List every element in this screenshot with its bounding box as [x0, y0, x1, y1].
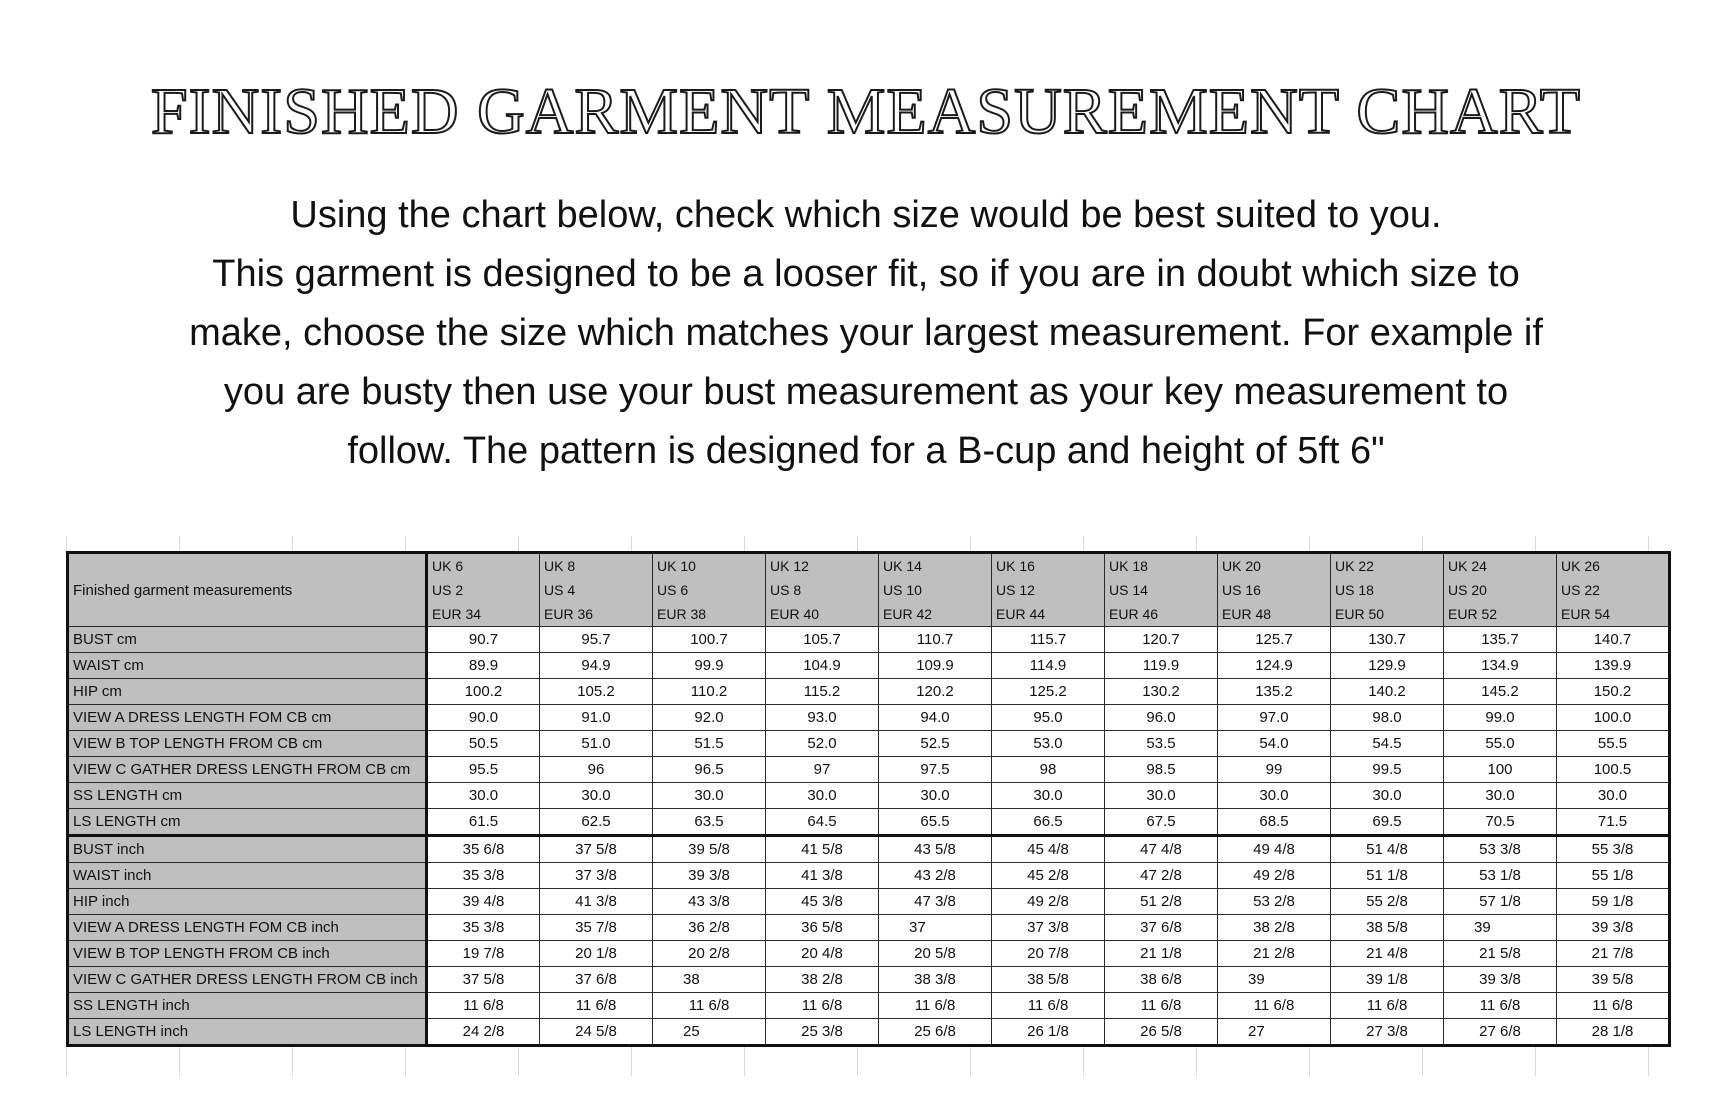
table-cell: 110.2 [653, 679, 766, 705]
spreadsheet-area [66, 536, 1671, 1076]
table-cell: 96.5 [653, 757, 766, 783]
row-label: BUST cm [68, 627, 427, 653]
row-label: VIEW B TOP LENGTH FROM CB cm [68, 731, 427, 757]
table-cell: 100 [1444, 757, 1557, 783]
size-us-label: US 16 [1222, 582, 1261, 598]
table-cell: 54.5 [1331, 731, 1444, 757]
table-row [68, 967, 1670, 993]
table-cell: 26 1/8 [992, 1019, 1105, 1046]
table-cell: 120.2 [879, 679, 992, 705]
table-row [68, 705, 1670, 731]
table-cell: 98.5 [1105, 757, 1218, 783]
measurement-rows [68, 627, 1670, 1046]
table-cell: 30.0 [1218, 783, 1331, 809]
table-cell: 11 6/8 [1105, 993, 1218, 1019]
table-cell: 27 6/8 [1444, 1019, 1557, 1046]
table-cell: 38 2/8 [1218, 915, 1331, 941]
size-header [540, 553, 653, 627]
table-cell: 53 1/8 [1444, 863, 1557, 889]
table-cell: 37 3/8 [540, 863, 653, 889]
table-cell: 53.0 [992, 731, 1105, 757]
table-cell: 35 6/8 [427, 836, 540, 863]
size-eur-label: EUR 46 [1109, 606, 1159, 622]
table-cell: 115.7 [992, 627, 1105, 653]
table-cell: 63.5 [653, 809, 766, 836]
table-cell: 53 2/8 [1218, 889, 1331, 915]
table-cell: 71.5 [1557, 809, 1670, 836]
size-us-label: US 8 [770, 582, 802, 598]
table-cell: 129.9 [1331, 653, 1444, 679]
table-cell: 53.5 [1105, 731, 1218, 757]
row-label: WAIST cm [68, 653, 427, 679]
size-header [1331, 553, 1444, 627]
table-cell: 119.9 [1105, 653, 1218, 679]
table-row [68, 863, 1670, 889]
size-uk-label: UK 16 [996, 558, 1035, 574]
size-uk-label: UK 8 [544, 558, 576, 574]
table-row [68, 993, 1670, 1019]
table-cell: 134.9 [1444, 653, 1557, 679]
table-cell: 65.5 [879, 809, 992, 836]
table-cell: 64.5 [766, 809, 879, 836]
table-cell: 91.0 [540, 705, 653, 731]
table-cell: 105.7 [766, 627, 879, 653]
table-cell: 30.0 [879, 783, 992, 809]
table-cell: 104.9 [766, 653, 879, 679]
table-cell: 11 6/8 [1218, 993, 1331, 1019]
table-cell: 130.7 [1331, 627, 1444, 653]
table-cell: 67.5 [1105, 809, 1218, 836]
table-cell: 51 4/8 [1331, 836, 1444, 863]
table-row [68, 757, 1670, 783]
table-cell: 97 [766, 757, 879, 783]
table-cell: 115.2 [766, 679, 879, 705]
table-cell: 24 2/8 [427, 1019, 540, 1046]
table-cell: 98.0 [1331, 705, 1444, 731]
table-cell: 99.5 [1331, 757, 1444, 783]
table-cell: 66.5 [992, 809, 1105, 836]
size-eur-label: EUR 48 [1222, 606, 1272, 622]
table-row [68, 783, 1670, 809]
table-cell: 62.5 [540, 809, 653, 836]
table-cell: 96 [540, 757, 653, 783]
table-cell: 28 1/8 [1557, 1019, 1670, 1046]
table-cell: 97.5 [879, 757, 992, 783]
table-cell: 36 2/8 [653, 915, 766, 941]
table-cell: 135.7 [1444, 627, 1557, 653]
table-cell: 37 6/8 [1105, 915, 1218, 941]
size-eur-label: EUR 50 [1335, 606, 1385, 622]
table-cell: 38 3/8 [879, 967, 992, 993]
table-cell: 99.9 [653, 653, 766, 679]
table-cell: 37 5/8 [540, 836, 653, 863]
size-uk-label: UK 12 [770, 558, 809, 574]
table-row [68, 627, 1670, 653]
table-cell: 41 3/8 [766, 863, 879, 889]
table-cell: 30.0 [1557, 783, 1670, 809]
table-cell: 140.2 [1331, 679, 1444, 705]
size-header [1444, 553, 1557, 627]
size-uk-label: UK 20 [1222, 558, 1261, 574]
table-cell: 30.0 [427, 783, 540, 809]
table-cell: 45 4/8 [992, 836, 1105, 863]
table-row [68, 915, 1670, 941]
table-cell: 25 [653, 1019, 766, 1046]
table-cell: 55.5 [1557, 731, 1670, 757]
size-uk-label: UK 22 [1335, 558, 1374, 574]
table-cell: 96.0 [1105, 705, 1218, 731]
row-label: BUST inch [68, 836, 427, 863]
table-cell: 49 2/8 [1218, 863, 1331, 889]
table-cell: 11 6/8 [766, 993, 879, 1019]
row-label: VIEW A DRESS LENGTH FOM CB cm [68, 705, 427, 731]
table-cell: 55.0 [1444, 731, 1557, 757]
table-cell: 92.0 [653, 705, 766, 731]
table-cell: 39 [1218, 967, 1331, 993]
table-cell: 130.2 [1105, 679, 1218, 705]
table-cell: 43 2/8 [879, 863, 992, 889]
size-header [427, 553, 540, 627]
table-cell: 49 2/8 [992, 889, 1105, 915]
table-row [68, 809, 1670, 836]
size-header [992, 553, 1105, 627]
table-cell: 27 [1218, 1019, 1331, 1046]
table-cell: 11 6/8 [653, 993, 766, 1019]
table-cell: 30.0 [766, 783, 879, 809]
row-label: HIP inch [68, 889, 427, 915]
table-cell: 25 3/8 [766, 1019, 879, 1046]
intro-paragraph [100, 186, 1632, 481]
table-row [68, 653, 1670, 679]
size-uk-label: UK 26 [1561, 558, 1600, 574]
table-cell: 68.5 [1218, 809, 1331, 836]
table-cell: 50.5 [427, 731, 540, 757]
row-label: LS LENGTH inch [68, 1019, 427, 1046]
table-row [68, 731, 1670, 757]
size-header [879, 553, 992, 627]
row-label: SS LENGTH inch [68, 993, 427, 1019]
table-cell: 47 4/8 [1105, 836, 1218, 863]
intro-line: follow. The pattern is designed for a B-cup and height of 5ft 6" [347, 430, 1385, 472]
table-cell: 39 5/8 [653, 836, 766, 863]
table-cell: 55 2/8 [1331, 889, 1444, 915]
table-cell: 24 5/8 [540, 1019, 653, 1046]
table-cell: 39 3/8 [653, 863, 766, 889]
size-header [653, 553, 766, 627]
table-cell: 114.9 [992, 653, 1105, 679]
table-cell: 21 4/8 [1331, 941, 1444, 967]
table-cell: 95.5 [427, 757, 540, 783]
table-cell: 94.9 [540, 653, 653, 679]
table-cell: 59 1/8 [1557, 889, 1670, 915]
intro-line: make, choose the size which matches your largest measurement. For example if [189, 312, 1543, 354]
table-cell: 39 [1444, 915, 1557, 941]
table-cell: 21 2/8 [1218, 941, 1331, 967]
table-cell: 11 6/8 [1331, 993, 1444, 1019]
size-eur-label: EUR 52 [1448, 606, 1498, 622]
table-cell: 37 3/8 [992, 915, 1105, 941]
table-cell: 47 2/8 [1105, 863, 1218, 889]
table-cell: 124.9 [1218, 653, 1331, 679]
table-cell: 97.0 [1218, 705, 1331, 731]
size-header [1557, 553, 1670, 627]
table-cell: 100.7 [653, 627, 766, 653]
table-cell: 20 4/8 [766, 941, 879, 967]
table-cell: 69.5 [1331, 809, 1444, 836]
table-cell: 100.2 [427, 679, 540, 705]
page-title: FINISHED GARMENT MEASUREMENT CHART [150, 75, 1582, 148]
table-corner-label: Finished garment measurements [68, 553, 427, 627]
table-cell: 45 2/8 [992, 863, 1105, 889]
size-us-label: US 22 [1561, 582, 1600, 598]
table-cell: 21 7/8 [1557, 941, 1670, 967]
measurement-table [66, 551, 1671, 1047]
table-cell: 54.0 [1218, 731, 1331, 757]
table-cell: 100.5 [1557, 757, 1670, 783]
table-cell: 53 3/8 [1444, 836, 1557, 863]
table-cell: 35 7/8 [540, 915, 653, 941]
table-cell: 37 6/8 [540, 967, 653, 993]
table-cell: 125.7 [1218, 627, 1331, 653]
table-cell: 109.9 [879, 653, 992, 679]
table-cell: 47 3/8 [879, 889, 992, 915]
table-row [68, 679, 1670, 705]
size-eur-label: EUR 36 [544, 606, 594, 622]
table-cell: 51 1/8 [1331, 863, 1444, 889]
size-eur-label: EUR 42 [883, 606, 933, 622]
table-cell: 30.0 [653, 783, 766, 809]
table-cell: 39 5/8 [1557, 967, 1670, 993]
table-cell: 30.0 [1444, 783, 1557, 809]
row-label: VIEW C GATHER DRESS LENGTH FROM CB inch [68, 967, 427, 993]
table-cell: 38 6/8 [1105, 967, 1218, 993]
table-cell: 35 3/8 [427, 863, 540, 889]
intro-line: you are busty then use your bust measurement as your key measurement to [223, 371, 1509, 413]
table-cell: 45 3/8 [766, 889, 879, 915]
table-cell: 20 1/8 [540, 941, 653, 967]
table-cell: 51 2/8 [1105, 889, 1218, 915]
table-cell: 120.7 [1105, 627, 1218, 653]
table-cell: 39 3/8 [1557, 915, 1670, 941]
table-cell: 11 6/8 [427, 993, 540, 1019]
table-cell: 39 1/8 [1331, 967, 1444, 993]
table-cell: 21 1/8 [1105, 941, 1218, 967]
table-cell: 57 1/8 [1444, 889, 1557, 915]
table-row [68, 941, 1670, 967]
table-cell: 61.5 [427, 809, 540, 836]
size-us-label: US 4 [544, 582, 576, 598]
intro-line: Using the chart below, check which size would be best suited to you. [290, 194, 1442, 236]
row-label: VIEW C GATHER DRESS LENGTH FROM CB cm [68, 757, 427, 783]
table-cell: 20 7/8 [992, 941, 1105, 967]
size-eur-label: EUR 38 [657, 606, 707, 622]
table-row [68, 1019, 1670, 1046]
row-label: HIP cm [68, 679, 427, 705]
intro-line: This garment is designed to be a looser fit, so if you are in doubt which size to [212, 253, 1520, 295]
table-cell: 89.9 [427, 653, 540, 679]
table-cell: 135.2 [1218, 679, 1331, 705]
size-uk-label: UK 14 [883, 558, 922, 574]
table-cell: 94.0 [879, 705, 992, 731]
table-cell: 38 5/8 [1331, 915, 1444, 941]
table-cell: 41 3/8 [540, 889, 653, 915]
table-cell: 39 3/8 [1444, 967, 1557, 993]
size-us-label: US 2 [432, 582, 464, 598]
size-header-row [68, 553, 1670, 627]
table-cell: 36 5/8 [766, 915, 879, 941]
table-cell: 93.0 [766, 705, 879, 731]
table-cell: 20 2/8 [653, 941, 766, 967]
table-cell: 37 [879, 915, 992, 941]
table-cell: 38 2/8 [766, 967, 879, 993]
size-uk-label: UK 24 [1448, 558, 1487, 574]
size-us-label: US 12 [996, 582, 1035, 598]
table-cell: 11 6/8 [879, 993, 992, 1019]
table-cell: 30.0 [540, 783, 653, 809]
size-us-label: US 14 [1109, 582, 1148, 598]
table-cell: 30.0 [1331, 783, 1444, 809]
table-cell: 26 5/8 [1105, 1019, 1218, 1046]
size-eur-label: EUR 44 [996, 606, 1046, 622]
table-row [68, 836, 1670, 863]
table-cell: 55 1/8 [1557, 863, 1670, 889]
table-cell: 105.2 [540, 679, 653, 705]
table-cell: 139.9 [1557, 653, 1670, 679]
size-eur-label: EUR 40 [770, 606, 820, 622]
table-cell: 38 5/8 [992, 967, 1105, 993]
table-cell: 43 3/8 [653, 889, 766, 915]
table-cell: 38 [653, 967, 766, 993]
size-us-label: US 10 [883, 582, 922, 598]
size-uk-label: UK 10 [657, 558, 696, 574]
table-cell: 27 3/8 [1331, 1019, 1444, 1046]
table-cell: 110.7 [879, 627, 992, 653]
table-cell: 100.0 [1557, 705, 1670, 731]
table-cell: 150.2 [1557, 679, 1670, 705]
table-cell: 52.5 [879, 731, 992, 757]
table-cell: 51.5 [653, 731, 766, 757]
size-eur-label: EUR 34 [432, 606, 482, 622]
size-header [1105, 553, 1218, 627]
size-uk-label: UK 6 [432, 558, 464, 574]
table-cell: 11 6/8 [1557, 993, 1670, 1019]
size-us-label: US 6 [657, 582, 689, 598]
table-cell: 39 4/8 [427, 889, 540, 915]
table-cell: 11 6/8 [540, 993, 653, 1019]
table-cell: 30.0 [992, 783, 1105, 809]
table-row [68, 889, 1670, 915]
table-cell: 90.7 [427, 627, 540, 653]
table-cell: 99 [1218, 757, 1331, 783]
row-label: VIEW B TOP LENGTH FROM CB inch [68, 941, 427, 967]
table-cell: 145.2 [1444, 679, 1557, 705]
table-cell: 125.2 [992, 679, 1105, 705]
size-uk-label: UK 18 [1109, 558, 1148, 574]
size-us-label: US 18 [1335, 582, 1374, 598]
table-cell: 140.7 [1557, 627, 1670, 653]
row-label: SS LENGTH cm [68, 783, 427, 809]
table-cell: 35 3/8 [427, 915, 540, 941]
table-cell: 21 5/8 [1444, 941, 1557, 967]
table-cell: 90.0 [427, 705, 540, 731]
table-cell: 41 5/8 [766, 836, 879, 863]
table-cell: 25 6/8 [879, 1019, 992, 1046]
table-cell: 98 [992, 757, 1105, 783]
table-cell: 11 6/8 [1444, 993, 1557, 1019]
row-label: WAIST inch [68, 863, 427, 889]
size-header [766, 553, 879, 627]
size-us-label: US 20 [1448, 582, 1487, 598]
table-cell: 55 3/8 [1557, 836, 1670, 863]
table-cell: 51.0 [540, 731, 653, 757]
row-label: VIEW A DRESS LENGTH FOM CB inch [68, 915, 427, 941]
table-cell: 49 4/8 [1218, 836, 1331, 863]
table-cell: 11 6/8 [992, 993, 1105, 1019]
size-header [1218, 553, 1331, 627]
table-cell: 37 5/8 [427, 967, 540, 993]
table-cell: 99.0 [1444, 705, 1557, 731]
table-cell: 19 7/8 [427, 941, 540, 967]
table-cell: 30.0 [1105, 783, 1218, 809]
table-cell: 95.0 [992, 705, 1105, 731]
table-cell: 52.0 [766, 731, 879, 757]
row-label: LS LENGTH cm [68, 809, 427, 836]
table-cell: 43 5/8 [879, 836, 992, 863]
table-cell: 70.5 [1444, 809, 1557, 836]
size-eur-label: EUR 54 [1561, 606, 1611, 622]
table-cell: 95.7 [540, 627, 653, 653]
table-cell: 20 5/8 [879, 941, 992, 967]
